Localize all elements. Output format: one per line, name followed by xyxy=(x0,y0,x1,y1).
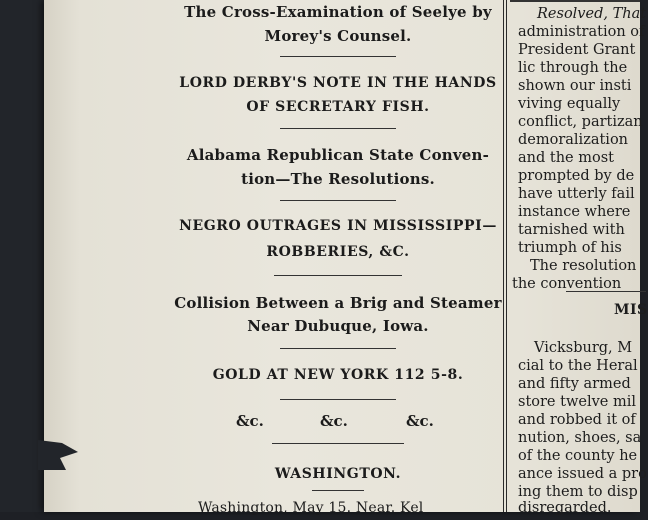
right-column-line: triumph of his xyxy=(518,240,622,256)
right-column-line: disregarded. xyxy=(518,500,612,516)
right-column-line: of the county he xyxy=(518,448,638,464)
headline-lord-derby-line2: OF SECRETARY FISH. xyxy=(246,99,430,115)
right-column-line: the convention xyxy=(512,276,622,292)
headline-collision-line1: Collision Between a Brig and Steamer xyxy=(174,294,502,312)
headline-divider xyxy=(274,275,402,276)
headline-alabama-line1: Alabama Republican State Conven- xyxy=(186,146,490,164)
right-column-line: nution, shoes, sa xyxy=(518,430,642,446)
headline-collision-line2: Near Dubuque, Iowa. xyxy=(247,317,429,335)
right-column-line: Resolved, That xyxy=(537,6,647,22)
headline-gold: GOLD AT NEW YORK 112 5-8. xyxy=(212,367,464,383)
headline-divider xyxy=(280,200,396,201)
headline-column xyxy=(168,0,508,516)
right-column-section-head: MIS xyxy=(614,302,648,318)
right-column-line: lic through the xyxy=(518,60,628,76)
right-column-line: have utterly fail xyxy=(518,186,635,202)
right-column-line: shown our insti xyxy=(518,78,632,94)
right-column-line: demoralization xyxy=(518,132,629,148)
headline-divider xyxy=(280,56,396,57)
headline-divider xyxy=(280,348,396,349)
headline-cross-examination-line1: The Cross-Examination of Seelye by xyxy=(184,3,492,21)
headline-divider xyxy=(280,399,396,400)
right-column-line: ance issued a pro xyxy=(518,466,647,482)
right-column-line: prompted by de xyxy=(518,168,635,184)
section-divider xyxy=(272,443,404,444)
etc-mark: &c. xyxy=(320,412,348,430)
right-column-divider xyxy=(566,291,646,292)
right-column-line: store twelve mil xyxy=(518,394,636,410)
right-column-line: and robbed it of xyxy=(518,412,636,428)
headline-negro-outrages-line1: NEGRO OUTRAGES IN MISSISSIPPI— xyxy=(179,218,497,234)
right-column-line: cial to the Heral xyxy=(518,358,638,374)
right-column-line: viving equally xyxy=(518,96,621,112)
right-column-line: tarnished with xyxy=(518,222,625,238)
section-title-washington: WASHINGTON. xyxy=(274,466,402,482)
section-title-underline xyxy=(312,490,364,491)
right-column-line: instance where xyxy=(518,204,631,220)
adjacent-column xyxy=(510,0,648,516)
headline-lord-derby-line1: LORD DERBY'S NOTE IN THE HANDS xyxy=(179,75,497,91)
column-rule xyxy=(503,0,507,512)
etc-mark: &c. xyxy=(236,412,264,430)
right-column-line: The resolution xyxy=(530,258,637,274)
headline-alabama-line2: tion—The Resolutions. xyxy=(241,170,435,188)
dateline-washington: Washington, May 15. Near. Kel xyxy=(198,500,424,516)
right-column-line: administration of xyxy=(518,24,645,40)
headline-negro-outrages-line2: ROBBERIES, &C. xyxy=(266,244,410,260)
right-column-line: and fifty armed xyxy=(518,376,631,392)
right-column-line: ing them to disp xyxy=(518,484,638,500)
headline-divider xyxy=(280,128,396,129)
etc-mark: &c. xyxy=(406,412,434,430)
right-column-line: conflict, partizan xyxy=(518,114,643,130)
headline-cross-examination-line2: Morey's Counsel. xyxy=(264,27,412,45)
column-top-rule xyxy=(510,0,640,2)
right-column-line: Vicksburg, M xyxy=(534,340,633,356)
right-column-line: and the most xyxy=(518,150,614,166)
right-column-line: President Grant xyxy=(518,42,636,58)
